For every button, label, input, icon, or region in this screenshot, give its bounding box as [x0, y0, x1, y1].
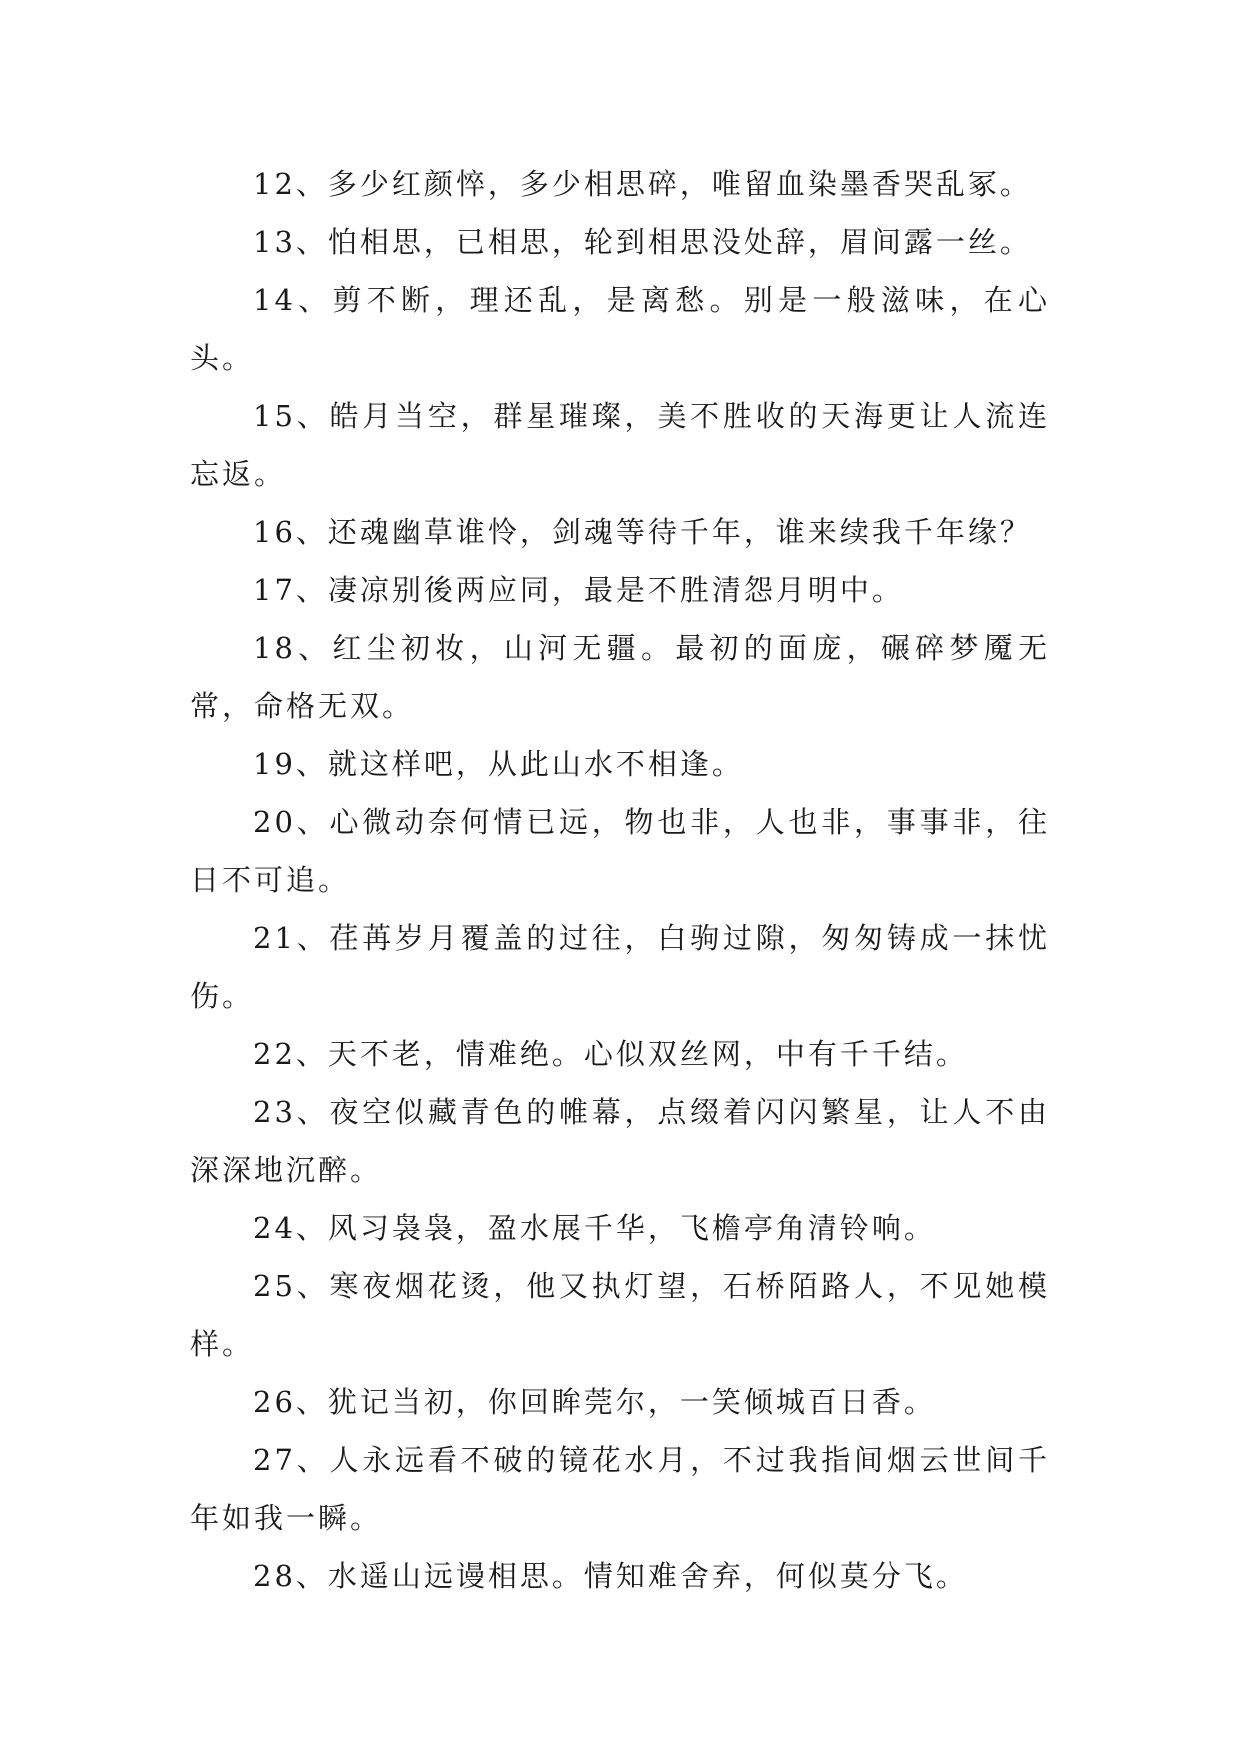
paragraph-24: 24、风习袅袅，盈水展千华，飞檐亭角清铃响。	[253, 1211, 936, 1245]
paragraph-12: 12、多少红颜悴，多少相思碎，唯留血染墨香哭乱冢。	[253, 167, 1032, 201]
paragraph-13: 13、怕相思，已相思，轮到相思没处辞，眉间露一丝。	[253, 225, 1032, 259]
paragraph-21: 21、荏苒岁月覆盖的过往，白驹过隙，匆匆铸成一抹忧伤。	[190, 921, 1050, 1013]
paragraph-15: 15、皓月当空，群星璀璨，美不胜收的天海更让人流连忘返。	[190, 399, 1050, 491]
paragraph-14: 14、剪不断，理还乱，是离愁。别是一般滋味，在心头。	[190, 283, 1050, 375]
paragraph-19: 19、就这样吧，从此山水不相逢。	[253, 747, 744, 781]
paragraph-18: 18、红尘初妆，山河无疆。最初的面庞，碾碎梦魇无常，命格无双。	[190, 631, 1050, 723]
paragraph-17: 17、凄凉别後两应同，最是不胜清怨月明中。	[253, 573, 904, 607]
paragraph-22: 22、天不老，情难绝。心似双丝网，中有千千结。	[253, 1037, 968, 1071]
paragraph-25: 25、寒夜烟花烫，他又执灯望，石桥陌路人，不见她模样。	[190, 1269, 1050, 1361]
paragraph-23: 23、夜空似藏青色的帷幕，点缀着闪闪繁星，让人不由深深地沉醉。	[190, 1095, 1050, 1187]
paragraph-20: 20、心微动奈何情已远，物也非，人也非，事事非，往日不可追。	[190, 805, 1050, 897]
paragraph-16: 16、还魂幽草谁怜，剑魂等待千年，谁来续我千年缘？	[253, 515, 1032, 549]
paragraph-28: 28、水遥山远谩相思。情知难舍弃，何似莫分飞。	[253, 1559, 968, 1593]
document-body	[190, 155, 1050, 1605]
paragraph-26: 26、犹记当初，你回眸莞尔，一笑倾城百日香。	[253, 1385, 936, 1419]
paragraph-27: 27、人永远看不破的镜花水月，不过我指间烟云世间千年如我一瞬。	[190, 1443, 1050, 1535]
